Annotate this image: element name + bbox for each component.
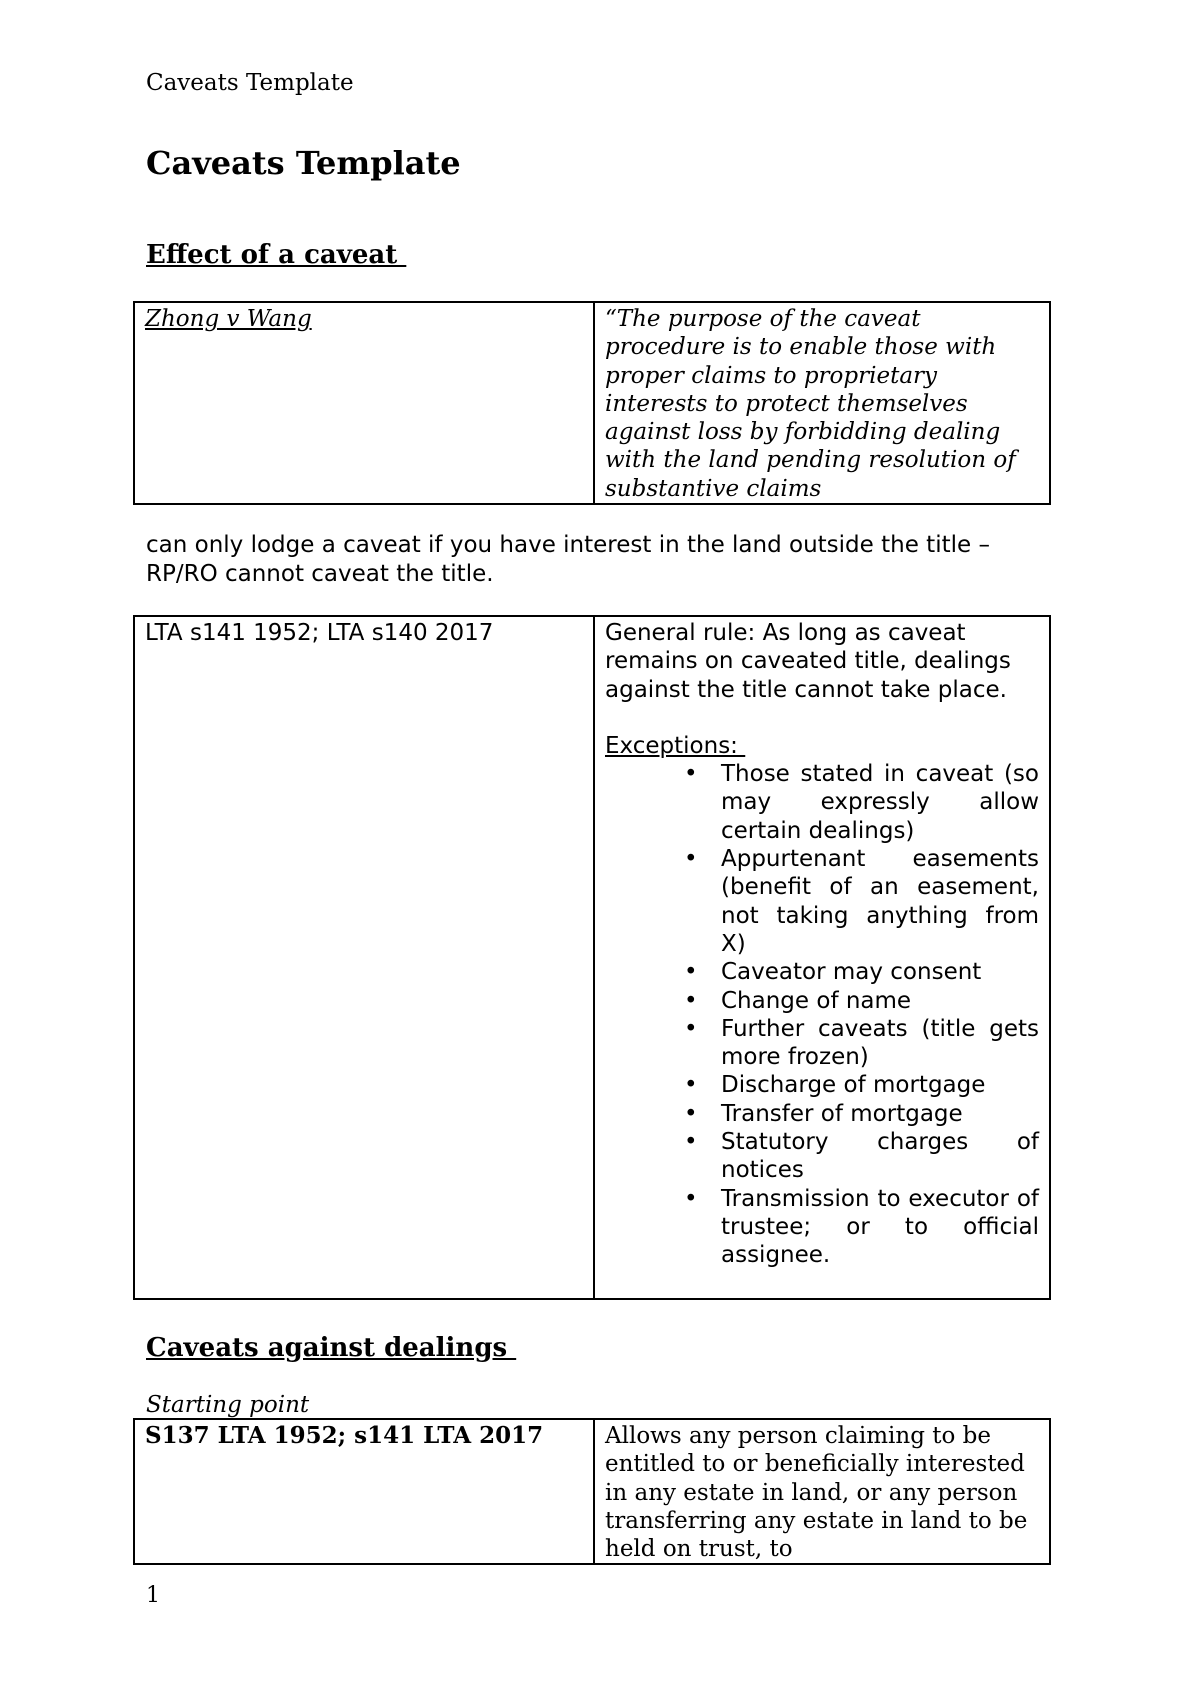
list-item: • Caveator may consent xyxy=(684,959,982,986)
list-item: • Discharge of mortgage xyxy=(684,1072,986,1099)
table-row xyxy=(134,1419,1050,1564)
list-item: • Transmission to executor of trustee; or to official assignee. xyxy=(684,1185,1039,1269)
section-heading-dealings: Caveats against dealings xyxy=(146,1333,517,1363)
case-quote: “The purpose of the caveat procedure is to enable those with proper claims to proprietary interests to protect themselves against loss by forbidding dealing with the land pending resolution of substantive claims xyxy=(605,306,1016,502)
exceptions-label: Exceptions: xyxy=(605,732,746,759)
effect-table xyxy=(133,615,1051,1300)
list-item: • Appurtenant easements (benefit of an easement, not taking anything from X) xyxy=(684,846,1039,957)
table-cell-text xyxy=(594,1419,1050,1564)
page-header: Caveats Template xyxy=(146,70,354,96)
spacer xyxy=(605,704,1039,732)
statute-reference: LTA s141 1952; LTA s140 2017 xyxy=(145,620,494,646)
bullet-icon: • xyxy=(684,1185,698,1212)
list-item: • Further caveats (title gets more frozen) xyxy=(684,1015,1039,1071)
list-item: • Transfer of mortgage xyxy=(684,1100,963,1127)
table-cell-quote xyxy=(594,302,1050,504)
list-item: • Change of name xyxy=(684,987,912,1014)
case-name: Zhong v Wang xyxy=(145,306,312,332)
caveat-interest-paragraph: can only lodge a caveat if you have interest in the land outside the title – RP/RO cannot caveat the title. xyxy=(146,532,990,587)
table-cell-reference xyxy=(134,616,594,1299)
statute-reference: S137 LTA 1952; s141 LTA 2017 xyxy=(145,1422,544,1449)
starting-point-label: Starting point xyxy=(146,1392,310,1418)
bullet-icon: • xyxy=(684,846,698,873)
bullet-icon: • xyxy=(684,1100,698,1127)
dealings-table xyxy=(133,1418,1051,1565)
table-cell-case xyxy=(134,302,594,504)
list-item: • Those stated in caveat (so may expressly allow certain dealings) xyxy=(684,761,1039,844)
page-number: 1 xyxy=(146,1583,160,1608)
list-item: • Statutory charges of notices xyxy=(684,1129,1039,1184)
table-row xyxy=(134,616,1050,1299)
bullet-icon: • xyxy=(684,959,698,986)
bullet-icon: • xyxy=(684,1129,698,1156)
bullet-icon: • xyxy=(684,761,698,788)
document-title: Caveats Template xyxy=(146,144,461,182)
bullet-icon: • xyxy=(684,987,698,1014)
exceptions-list xyxy=(605,760,1039,1269)
general-rule: General rule: As long as caveat remains on caveated title, dealings against the title cannot take place. xyxy=(605,620,1011,703)
table-row xyxy=(134,302,1050,504)
case-table xyxy=(133,301,1051,505)
bullet-icon: • xyxy=(684,1015,698,1042)
table-cell-reference xyxy=(134,1419,594,1564)
bullet-icon: • xyxy=(684,1072,698,1099)
statute-description: Allows any person claiming to be entitled to or beneficially interested in any estate in land, or any person transferring any estate in land to be held on trust, to xyxy=(605,1423,1028,1563)
section-heading-effect: Effect of a caveat xyxy=(146,240,407,270)
table-cell-rule xyxy=(594,616,1050,1299)
